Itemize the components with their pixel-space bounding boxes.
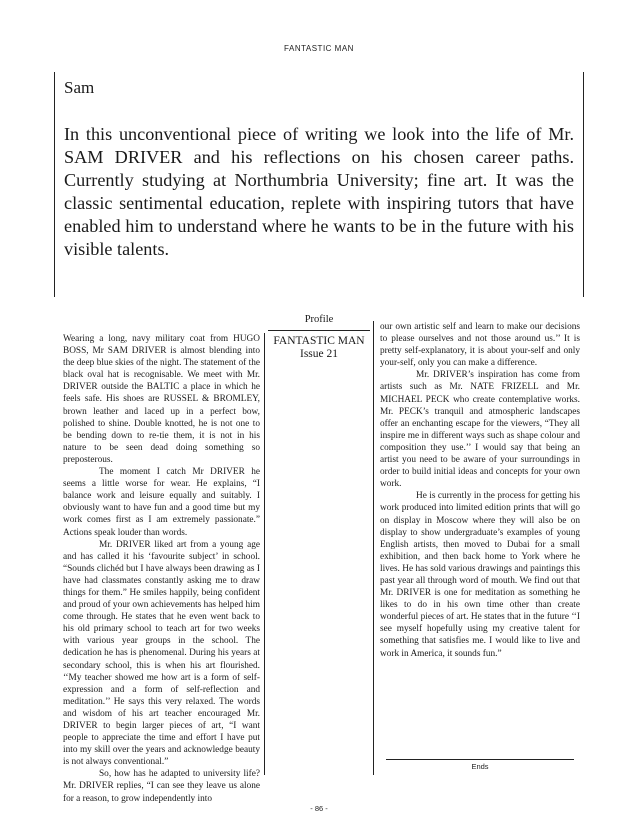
vertical-rule-left-top <box>54 72 55 297</box>
right-paragraph-2: Mr. DRIVER’s inspiration has come from artists such as Mr. NATE FRIZELL and Mr. MICHAEL PECK who create contemplative works. Mr. PECK’s tranquil and atmospheric landscapes offer an enchanting escape for the viewers, “They all inspire me in different ways such as shape colour and composition they use.’’ I would say that being an artist you need to be aware of your surroundings in order to build initial ideas and concepts for your own work. <box>380 370 580 490</box>
subject-name-heading: Sam <box>64 78 95 97</box>
right-paragraph-3: He is currently in the process for getting his work produced into limited edition prints that will go on display in Moscow where they will also be on display to show undergraduate’s examples of young English artists, then moved to Dubai for a small exhibition, and then back home to York where he lives. He has sold various drawings and paintings this past year all through word of mouth. We find out that Mr. DRIVER is one for meditation as something he likes to do in his own time other than create wonderful pieces of art. He states that in the future ‘‘I see myself hopefully using my creative talent for something that satisfies me. I would like to live and work in America, it sounds fun.” <box>380 491 580 659</box>
intro-paragraph: In this unconventional piece of writing we look into the life of Mr. SAM DRIVER and his reflections on his chosen career paths. Currently studying at Northumbria University; fine art. It was the classic sentimental education, replete with inspiring tutors that have enabled him to understand where he wants to be in the future with his visible talents. <box>64 124 574 259</box>
left-paragraph-4: So, how has he adapted to university life? Mr. DRIVER replies, “I can see they leave us alone for a reason, to grow independently into <box>63 769 260 804</box>
column-divider-left <box>264 333 265 775</box>
left-paragraph-2: The moment I catch Mr DRIVER he seems a little worse for wear. He explains, “I balance work and leisure equally and suitably. I obviously want to have fun and a good time but my work comes first as I am extremely passionate.” Actions speak louder than words. <box>63 467 260 538</box>
right-paragraph-1: our own artistic self and learn to make our decisions to please ourselves and not those around us.’’ It is pretty self-explanatory, it is about your-self and only your-self, only you can make a difference. <box>380 322 580 369</box>
running-header: FANTASTIC MAN <box>284 44 354 53</box>
section-label-profile: Profile <box>304 314 334 325</box>
magazine-name: FANTASTIC MAN <box>273 335 365 347</box>
right-column <box>380 321 580 660</box>
ends-label: Ends <box>471 762 489 771</box>
page-number: - 86 - <box>310 804 328 813</box>
left-paragraph-1: Wearing a long, navy military coat from HUGO BOSS, Mr SAM DRIVER is almost blending into the deep blue skies of the night. The statement of the black oval hat is recognisable. We meet with Mr. DRIVER outside the BALTIC a place in which he feels safe. His shoes are RUSSEL & BROMLEY, brown leather and laced up in a perfect bow, polished to shine. Double knotted, he is not one to be bending down to re-tie them, it is not in his nature to be seen dead doing something so preposterous. <box>63 334 260 465</box>
issue-number: Issue 21 <box>299 348 338 360</box>
vertical-rule-right-top <box>583 72 584 297</box>
column-divider-right <box>373 321 374 775</box>
left-column <box>63 333 260 805</box>
ends-rule <box>386 759 574 760</box>
profile-rule <box>268 330 370 331</box>
left-paragraph-3: Mr. DRIVER liked art from a young age and has called it his ‘favourite subject’ in school. “Sounds clichéd but I have always been drawing as I have had classmates constantly asking me to draw things for them.” He smiles happily, being confident and proud of your own achievements has helped him come through. He states that he even went back to his old primary school to teach art for two weeks with various year groups in the school. The dedication he has is phenomenal. During his years at secondary school, this is when his art flourished. ‘‘My teacher showed me how art is a form of self-expression and a form of self-reflection and meditation.’’ He says this very relaxed. The words and wisdom of his art teacher encouraged Mr. DRIVER to begin larger pieces of art, “I want people to appreciate the time and effort I have put into my skill over the years and acknowledge beauty is not always conventional.” <box>63 539 260 768</box>
